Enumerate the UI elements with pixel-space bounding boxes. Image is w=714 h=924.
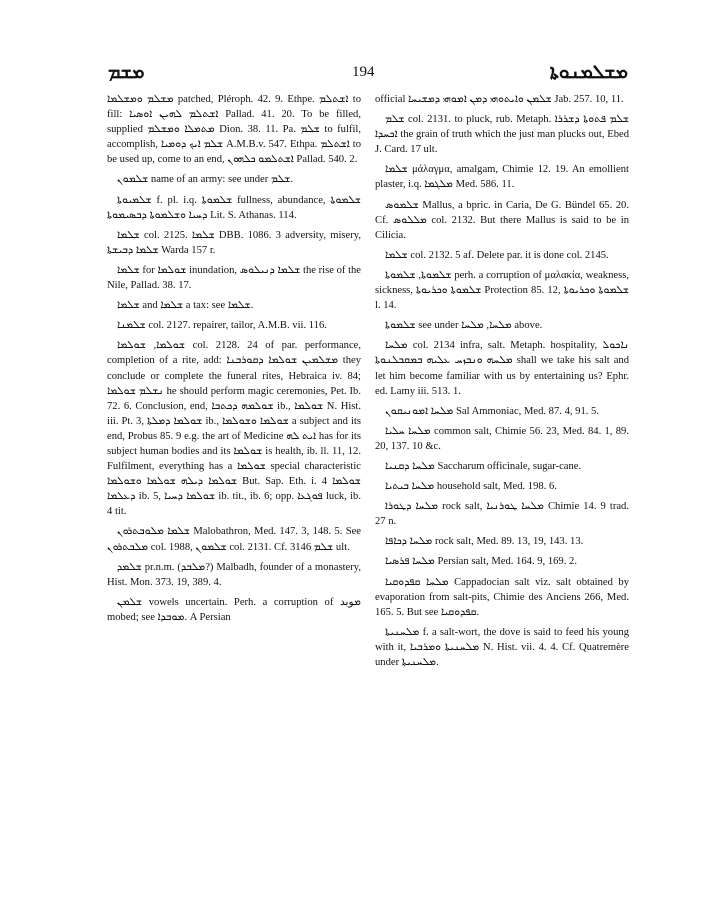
- page-number: 194: [352, 64, 375, 80]
- dictionary-entry: ܫܠܡܐ and ܫܠܡܐ a tax: see ܫܠܡܐ.: [117, 300, 254, 312]
- dictionary-entry: ܫܠܡܝܘܬܐ f. pl. i.q. ܫܠܡܘܬܐ fullness, abundance, ܫܠܡܘܬܐ ܕܚܝܐ ܘܫܠܡܘܬܐ ܕܒܣܝܡܘܬܐ Lit. S. Athanas. 114.: [107, 194, 361, 221]
- dictionary-entry: ܡܠܚܐ col. 2134 infra, salt. Metaph. hospitality, ܢܐܟܘܠ ܡܠܚܗ ܘܢܒܙܚ ܥܠܝܗ ܒܡܩܒܠܢܘܬܐ shall we take his salt and let him become familiar with us by entertaining us? Ephr. ed. Lamy iii. 513. 1.: [375, 340, 629, 397]
- dictionary-entry: ܡܠܚܐ ܕܩܢܝܐ Saccharum officinale, sugar-cane.: [385, 460, 582, 472]
- dictionary-entry: ܡܫܠܡ ܘܡܫܠܡܐ patched, Pléroph. 42. 9. Ethpe. ܐܫܬܠܡ to fill: ܐܫܬܠܡ ܠܗܝܢ ܐܘܣܝܐ Pallad. 41. 20. To be filled, supplied ܡܬܡܠܐ ܘܡܫܠܡ Dion. 38. 11. Pa. ܫܠܡ to fulfil, accomplish, ܫܠܡ ܐܝܟ ܕܘܡܝܐ A.M.B.v. 547. Ethpa. ܐܫܬܠܡ to be used up, come to an end, ܐܫܬܠܡܘ ܟܠܗܘܢ Pallad. 540. 2.: [107, 94, 361, 166]
- dictionary-entry: ܫܠܡܐ col. 2125. ܫܠܡܐ DBB. 1086. 3 adversity, misery, ܫܠܡܐ ܕܒܝܫܬܐ Warda 157 r.: [107, 229, 362, 256]
- dictionary-entry: ܫܠܡܐ for ܫܘܠܡܐ inundation, ܫܠܡܐ ܕܢܝܠܘܣ the rise of the Nile, Pallad. 38. 17.: [107, 264, 362, 292]
- dictionary-entry: official ܫܠܡܢ ܘܐܝܬܘܗܝ ܕܡܢ ܐܡܘܗܝ ܕܡܫܝܚܐ Jab. 257. 10, 11.: [375, 94, 624, 105]
- dictionary-entry: ܫܠܡܘܬܐ see under ܡܠܚܐ, ܡܠܚܐ above.: [385, 320, 543, 332]
- dictionary-entry: ܡܠܚܐ ܕܟܐܦܐ rock salt, Med. 89. 13, 19, 143. 13.: [385, 536, 584, 548]
- dictionary-entry: ܡܠܚܐ ܦܪܣܝܐ Persian salt, Med. 164. 9, 169. 2.: [385, 556, 577, 568]
- dictionary-entry: ܫܠܡܐ ܡܠܘܒܬܪܘܢ Malobathron, Med. 147. 3, 148. 5. See ܡܠܒܬܪܘܢ col. 1988, ܫܠܡܘܢ col. 2131. Cf. ܫܠܡ 3146 ult.: [107, 526, 361, 553]
- dictionary-entry: ܫܠܡܕ pr.n.m. (ܡܠܒܕ?) Malbadh, founder of a monastery, Hist. Mon. 373. 19, 389. 4.: [107, 561, 361, 588]
- header-left-word: ܡܫܡ: [108, 62, 145, 83]
- right-column: [375, 92, 629, 675]
- header-right-word: ܡܫܠܡܢܘܬܐ: [549, 62, 628, 83]
- dictionary-entry: ܡܠܚܢܝܬܐ f. a salt-wort, the dove is said to feed his young with it, ܡܠܚܢܝܬܐ ܘܡܪܒܝܐ N. Hist. vii. 4. 4. Cf. Quatremère under ܡܠܚܢܝܬܐ.: [375, 626, 630, 668]
- dictionary-entry: ܡܠܚܐ ܚܠܝܐ common salt, Chimie 56. 23, Med. 84. 1, 89. 20, 137. 10 &c.: [375, 425, 629, 452]
- page-header: [108, 62, 628, 86]
- dictionary-entry: ܫܠܡܢܐ col. 2127. repairer, tailor, A.M.B. vii. 116.: [117, 320, 327, 332]
- dictionary-entry: ܫܠܡܘܣ Mallus, a bpric. in Caria, De G. Bündel 65. 20. Cf. ܡܠܠܘܣ col. 2132. But there Mallus is said to be in Cilicia.: [375, 199, 629, 241]
- dictionary-entry: ܡܠܚܐ ܒܝܬܝܐ household salt, Med. 198. 6.: [385, 481, 557, 493]
- dictionary-entry: ܫܠܡ col. 2131. to pluck, rub. Metaph. ܫܠܡ ܦܬܘܬܐ ܕܫܪܪܐ ܐܟܚܕܐ the grain of truth which the just man plucks out, Ebed J. Card. 17 ult.: [375, 114, 630, 156]
- dictionary-entry: ܫܠܡܘܢ name of an army: see under ܫܠܡ.: [117, 174, 294, 186]
- dictionary-entry: ܡܠܚܐ ܐܡܘܢܝܩܘܢ Sal Ammoniac, Med. 87. 4, 91. 5.: [385, 405, 599, 417]
- left-column: [107, 92, 361, 630]
- dictionary-entry: ܫܘܠܡܐ, ܫܘܠܡܐ col. 2128. 24 of par. performance, completion of a rite, add: ܡܫܠܡܝܢ ܫܘܠܡܐ ܕܩܘܪܒܢܐ they conclude or complete the funeral rites, Hebraica iv. 84; ܢܫܠܡ ܫܘܠܡܐ he should perform magic ceremonies, Pet. Ib. 72. 6. Conclusion, end, ܫܘܠܡܗ ܕܟܬܒܐ ib., ܫܘܠܡܐ N. Hist. iii. Pt. 3, ܫܘܠܡܐ ܕܡܠܬܐ ib., ܫܘܠܡܐ ܘܫܘܠܡܐ a subject and its end, Probus 85. 9 e.g. the art of Medicine ܐܝܬ ܠܗ has for its subject human bodies and its ܫܘܠܡܐ is health, ib. ll. 11, 12. Fulfilment, everything has a ܫܘܠܡܐ special characteristic ܫܘܠܡܐ ܕܝܠܗ ܫܘܠܡܐ ܘܫܘܠܡܐ But. Sap. Eth. i. 4 ܫܘܠܡܐ ܕܥܠܡܐ ib. 5, ܫܘܠܡܐ ܕܚܝܐ ib. tit., ib. 6; opp. ܦܘܓܥܐ luck, ib. 4 tit.: [107, 340, 362, 518]
- dictionary-entry: ܫܠܡܘܬܐ, ܫܠܡܘܬܐ perh. a corruption of μαλακία, weakness, sickness, ܫܠܡܘܬܐ ܘܟܪܝܘܬܐ Protection 85. 12, ܫܠܡܘܬܐ ܘܟܪܝܘܬܐ l. 14.: [375, 269, 630, 312]
- dictionary-entry: ܫܠܡܢ vowels uncertain. Perh. a corruption of ܡوبد mobed; see ܡܘܒܕܐ. A Persian: [107, 596, 361, 623]
- dictionary-entry: ܫܠܡܐ col. 2132. 5 af. Delete par. it is done col. 2145.: [385, 249, 609, 261]
- dictionary-entry: ܡܠܚܐ ܕܛܘܪܐ rock salt, ܡܠܚܐ ܛܘܪܢܝܐ Chimie 14. 9 trad. 27 n.: [375, 501, 629, 528]
- dictionary-entry: ܫܠܡܐ μάλαγμα, amalgam, Chimie 12. 19. An emollient plaster, i.q. ܡܠܓܡܐ Med. 586. 11.: [375, 164, 629, 191]
- dictionary-entry: ܡܠܚܐ ܩܦܕܘܩܝܐ Cappadocian salt viz. salt obtained by evaporation from salt-pits, Chimie des Anciens 266, Med. 165. 5. But see ܩܦܕܘܩܝܐ.: [375, 576, 629, 618]
